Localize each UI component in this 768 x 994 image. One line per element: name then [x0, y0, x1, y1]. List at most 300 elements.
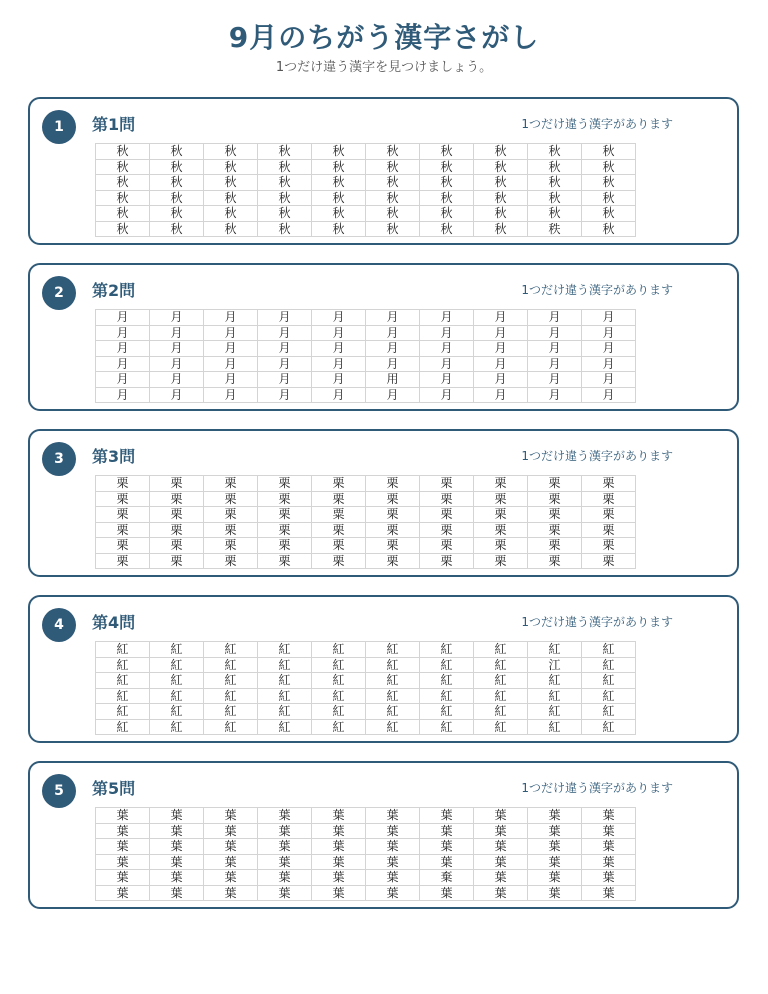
kanji-cell[interactable]: 葉 — [96, 854, 150, 870]
kanji-cell[interactable]: 紅 — [258, 642, 312, 658]
kanji-cell[interactable]: 秋 — [258, 159, 312, 175]
kanji-cell[interactable]: 秋 — [474, 144, 528, 160]
kanji-cell[interactable]: 葉 — [96, 823, 150, 839]
kanji-cell[interactable]: 葉 — [312, 870, 366, 886]
kanji-cell[interactable]: 栗 — [582, 507, 636, 523]
kanji-cell[interactable]: 月 — [312, 310, 366, 326]
kanji-cell[interactable]: 栗 — [366, 538, 420, 554]
kanji-cell[interactable]: 葉 — [582, 870, 636, 886]
kanji-cell[interactable]: 栗 — [312, 538, 366, 554]
kanji-cell[interactable]: 紅 — [96, 719, 150, 735]
kanji-cell[interactable]: 葉 — [366, 808, 420, 824]
kanji-cell[interactable]: 栗 — [474, 522, 528, 538]
kanji-cell[interactable]: 紅 — [150, 704, 204, 720]
kanji-cell[interactable]: 紅 — [204, 673, 258, 689]
kanji-cell[interactable]: 葉 — [528, 870, 582, 886]
kanji-cell[interactable]: 紅 — [582, 673, 636, 689]
kanji-cell[interactable]: 栗 — [96, 538, 150, 554]
kanji-cell[interactable]: 紅 — [528, 673, 582, 689]
kanji-cell[interactable]: 秋 — [204, 221, 258, 237]
kanji-cell[interactable]: 月 — [150, 310, 204, 326]
kanji-cell[interactable]: 紅 — [420, 719, 474, 735]
kanji-cell[interactable]: 秋 — [528, 190, 582, 206]
kanji-cell[interactable]: 月 — [366, 356, 420, 372]
kanji-cell[interactable]: 月 — [474, 341, 528, 357]
kanji-cell[interactable]: 月 — [204, 372, 258, 388]
kanji-cell[interactable]: 栗 — [420, 538, 474, 554]
kanji-cell[interactable]: 栗 — [204, 491, 258, 507]
kanji-cell[interactable]: 秋 — [96, 206, 150, 222]
kanji-cell[interactable]: 紅 — [258, 673, 312, 689]
kanji-cell[interactable]: 紅 — [258, 657, 312, 673]
kanji-cell[interactable]: 秋 — [420, 144, 474, 160]
kanji-cell[interactable]: 秋 — [366, 159, 420, 175]
kanji-cell[interactable]: 紅 — [312, 704, 366, 720]
kanji-cell[interactable]: 月 — [528, 387, 582, 403]
kanji-cell[interactable]: 栗 — [204, 476, 258, 492]
kanji-cell[interactable]: 月 — [150, 325, 204, 341]
kanji-cell[interactable]: 秩 — [528, 221, 582, 237]
kanji-cell[interactable]: 紅 — [312, 642, 366, 658]
kanji-cell[interactable]: 秋 — [96, 190, 150, 206]
kanji-cell[interactable]: 秋 — [312, 221, 366, 237]
kanji-cell[interactable]: 栗 — [366, 522, 420, 538]
kanji-cell[interactable]: 秋 — [474, 190, 528, 206]
kanji-cell[interactable]: 月 — [582, 325, 636, 341]
kanji-cell[interactable]: 葉 — [96, 885, 150, 901]
kanji-cell[interactable]: 棄 — [420, 870, 474, 886]
kanji-cell[interactable]: 秋 — [150, 221, 204, 237]
kanji-cell[interactable]: 栗 — [150, 522, 204, 538]
kanji-cell[interactable]: 葉 — [420, 854, 474, 870]
kanji-cell[interactable]: 紅 — [582, 704, 636, 720]
kanji-cell[interactable]: 紅 — [474, 642, 528, 658]
kanji-cell[interactable]: 紅 — [204, 688, 258, 704]
kanji-cell[interactable]: 栗 — [420, 553, 474, 569]
kanji-cell[interactable]: 栗 — [258, 476, 312, 492]
kanji-cell[interactable]: 秋 — [420, 175, 474, 191]
kanji-cell[interactable]: 葉 — [258, 885, 312, 901]
kanji-cell[interactable]: 月 — [312, 356, 366, 372]
kanji-cell[interactable]: 用 — [366, 372, 420, 388]
kanji-cell[interactable]: 栗 — [582, 491, 636, 507]
kanji-cell[interactable]: 紅 — [96, 673, 150, 689]
kanji-cell[interactable]: 栗 — [582, 538, 636, 554]
kanji-cell[interactable]: 秋 — [204, 159, 258, 175]
kanji-cell[interactable]: 秋 — [582, 221, 636, 237]
kanji-cell[interactable]: 月 — [96, 325, 150, 341]
kanji-cell[interactable]: 月 — [420, 372, 474, 388]
kanji-cell[interactable]: 秋 — [582, 190, 636, 206]
kanji-cell[interactable]: 秋 — [582, 206, 636, 222]
kanji-cell[interactable]: 紅 — [474, 657, 528, 673]
kanji-cell[interactable]: 栗 — [312, 553, 366, 569]
kanji-cell[interactable]: 月 — [474, 387, 528, 403]
kanji-cell[interactable]: 栗 — [474, 538, 528, 554]
kanji-cell[interactable]: 栗 — [528, 476, 582, 492]
kanji-cell[interactable]: 月 — [366, 341, 420, 357]
kanji-cell[interactable]: 栗 — [150, 538, 204, 554]
kanji-cell[interactable]: 紅 — [366, 688, 420, 704]
kanji-cell[interactable]: 葉 — [474, 808, 528, 824]
kanji-cell[interactable]: 紅 — [258, 719, 312, 735]
kanji-cell[interactable]: 秋 — [150, 206, 204, 222]
kanji-cell[interactable]: 紅 — [258, 688, 312, 704]
kanji-cell[interactable]: 葉 — [96, 839, 150, 855]
kanji-cell[interactable]: 栗 — [474, 507, 528, 523]
kanji-cell[interactable]: 栗 — [204, 553, 258, 569]
kanji-cell[interactable]: 葉 — [150, 870, 204, 886]
kanji-cell[interactable]: 月 — [420, 310, 474, 326]
kanji-cell[interactable]: 葉 — [420, 885, 474, 901]
kanji-cell[interactable]: 葉 — [582, 854, 636, 870]
kanji-cell[interactable]: 葉 — [312, 854, 366, 870]
kanji-cell[interactable]: 秋 — [150, 144, 204, 160]
kanji-cell[interactable]: 秋 — [258, 206, 312, 222]
kanji-cell[interactable]: 葉 — [582, 839, 636, 855]
kanji-cell[interactable]: 葉 — [312, 885, 366, 901]
kanji-cell[interactable]: 紅 — [420, 642, 474, 658]
kanji-cell[interactable]: 月 — [366, 387, 420, 403]
kanji-cell[interactable]: 栗 — [96, 491, 150, 507]
kanji-cell[interactable]: 月 — [150, 372, 204, 388]
kanji-cell[interactable]: 秋 — [366, 221, 420, 237]
kanji-cell[interactable]: 栗 — [528, 491, 582, 507]
kanji-cell[interactable]: 栗 — [258, 538, 312, 554]
kanji-cell[interactable]: 葉 — [582, 808, 636, 824]
kanji-cell[interactable]: 紅 — [474, 719, 528, 735]
kanji-cell[interactable]: 紅 — [528, 688, 582, 704]
kanji-cell[interactable]: 葉 — [528, 839, 582, 855]
kanji-cell[interactable]: 葉 — [474, 823, 528, 839]
kanji-cell[interactable]: 栗 — [258, 522, 312, 538]
kanji-cell[interactable]: 葉 — [204, 870, 258, 886]
kanji-cell[interactable]: 葉 — [204, 854, 258, 870]
kanji-cell[interactable]: 月 — [420, 387, 474, 403]
kanji-cell[interactable]: 紅 — [96, 657, 150, 673]
kanji-cell[interactable]: 月 — [204, 310, 258, 326]
kanji-cell[interactable]: 秋 — [96, 175, 150, 191]
kanji-cell[interactable]: 秋 — [528, 206, 582, 222]
kanji-cell[interactable]: 紅 — [366, 642, 420, 658]
kanji-cell[interactable]: 秋 — [312, 175, 366, 191]
kanji-cell[interactable]: 紅 — [258, 704, 312, 720]
kanji-cell[interactable]: 栗 — [420, 522, 474, 538]
kanji-cell[interactable]: 月 — [204, 356, 258, 372]
kanji-cell[interactable]: 栗 — [528, 522, 582, 538]
kanji-cell[interactable]: 月 — [258, 310, 312, 326]
kanji-cell[interactable]: 栗 — [312, 476, 366, 492]
kanji-cell[interactable]: 月 — [204, 325, 258, 341]
kanji-cell[interactable]: 月 — [474, 310, 528, 326]
kanji-cell[interactable]: 秋 — [258, 190, 312, 206]
kanji-cell[interactable]: 秋 — [366, 190, 420, 206]
kanji-cell[interactable]: 秋 — [312, 206, 366, 222]
kanji-cell[interactable]: 葉 — [150, 885, 204, 901]
kanji-cell[interactable]: 葉 — [258, 870, 312, 886]
kanji-cell[interactable]: 栗 — [150, 476, 204, 492]
kanji-cell[interactable]: 紅 — [582, 657, 636, 673]
kanji-cell[interactable]: 月 — [96, 310, 150, 326]
kanji-cell[interactable]: 葉 — [96, 808, 150, 824]
kanji-cell[interactable]: 栗 — [150, 553, 204, 569]
kanji-cell[interactable]: 栗 — [420, 491, 474, 507]
kanji-cell[interactable]: 葉 — [96, 870, 150, 886]
kanji-cell[interactable]: 葉 — [474, 839, 528, 855]
kanji-cell[interactable]: 月 — [528, 341, 582, 357]
kanji-cell[interactable]: 栗 — [96, 553, 150, 569]
kanji-cell[interactable]: 月 — [420, 356, 474, 372]
kanji-cell[interactable]: 月 — [150, 387, 204, 403]
kanji-cell[interactable]: 月 — [528, 310, 582, 326]
kanji-cell[interactable]: 秋 — [150, 175, 204, 191]
kanji-cell[interactable]: 秋 — [474, 206, 528, 222]
kanji-cell[interactable]: 栗 — [474, 553, 528, 569]
kanji-cell[interactable]: 秋 — [312, 159, 366, 175]
kanji-cell[interactable]: 葉 — [150, 823, 204, 839]
kanji-cell[interactable]: 月 — [582, 372, 636, 388]
kanji-cell[interactable]: 秋 — [150, 190, 204, 206]
kanji-cell[interactable]: 葉 — [528, 854, 582, 870]
kanji-cell[interactable]: 秋 — [528, 175, 582, 191]
kanji-cell[interactable]: 紅 — [474, 688, 528, 704]
kanji-cell[interactable]: 葉 — [582, 885, 636, 901]
kanji-cell[interactable]: 紅 — [366, 719, 420, 735]
kanji-cell[interactable]: 紅 — [204, 719, 258, 735]
kanji-cell[interactable]: 秋 — [366, 144, 420, 160]
kanji-cell[interactable]: 栗 — [258, 553, 312, 569]
kanji-cell[interactable]: 紅 — [312, 657, 366, 673]
kanji-cell[interactable]: 秋 — [420, 190, 474, 206]
kanji-cell[interactable]: 紅 — [474, 673, 528, 689]
kanji-cell[interactable]: 紅 — [366, 704, 420, 720]
kanji-cell[interactable]: 葉 — [204, 823, 258, 839]
kanji-cell[interactable]: 秋 — [582, 144, 636, 160]
kanji-cell[interactable]: 月 — [258, 341, 312, 357]
kanji-cell[interactable]: 月 — [420, 341, 474, 357]
kanji-cell[interactable]: 栗 — [150, 491, 204, 507]
kanji-cell[interactable]: 紅 — [420, 673, 474, 689]
kanji-cell[interactable]: 月 — [474, 325, 528, 341]
kanji-cell[interactable]: 紅 — [96, 704, 150, 720]
kanji-cell[interactable]: 葉 — [258, 854, 312, 870]
kanji-cell[interactable]: 葉 — [312, 808, 366, 824]
kanji-cell[interactable]: 栗 — [474, 491, 528, 507]
kanji-cell[interactable]: 紅 — [366, 657, 420, 673]
kanji-cell[interactable]: 月 — [204, 341, 258, 357]
kanji-cell[interactable]: 紅 — [582, 719, 636, 735]
kanji-cell[interactable]: 秋 — [204, 175, 258, 191]
kanji-cell[interactable]: 栗 — [258, 491, 312, 507]
kanji-cell[interactable]: 月 — [474, 356, 528, 372]
kanji-cell[interactable]: 月 — [582, 310, 636, 326]
kanji-cell[interactable]: 葉 — [474, 854, 528, 870]
kanji-cell[interactable]: 紅 — [528, 704, 582, 720]
kanji-cell[interactable]: 葉 — [528, 885, 582, 901]
kanji-cell[interactable]: 栗 — [312, 522, 366, 538]
kanji-cell[interactable]: 月 — [582, 341, 636, 357]
kanji-cell[interactable]: 月 — [150, 341, 204, 357]
kanji-cell[interactable]: 月 — [258, 372, 312, 388]
kanji-cell[interactable]: 江 — [528, 657, 582, 673]
kanji-cell[interactable]: 栗 — [204, 522, 258, 538]
kanji-cell[interactable]: 葉 — [420, 823, 474, 839]
kanji-cell[interactable]: 栗 — [528, 538, 582, 554]
kanji-cell[interactable]: 葉 — [150, 854, 204, 870]
kanji-cell[interactable]: 葉 — [528, 823, 582, 839]
kanji-cell[interactable]: 葉 — [204, 885, 258, 901]
kanji-cell[interactable]: 秋 — [474, 221, 528, 237]
kanji-cell[interactable]: 粟 — [312, 507, 366, 523]
kanji-cell[interactable]: 栗 — [366, 507, 420, 523]
kanji-cell[interactable]: 秋 — [150, 159, 204, 175]
kanji-cell[interactable]: 紅 — [96, 642, 150, 658]
kanji-cell[interactable]: 紅 — [582, 688, 636, 704]
kanji-cell[interactable]: 栗 — [474, 476, 528, 492]
kanji-cell[interactable]: 月 — [312, 387, 366, 403]
kanji-cell[interactable]: 紅 — [204, 657, 258, 673]
kanji-cell[interactable]: 月 — [528, 325, 582, 341]
kanji-cell[interactable]: 月 — [474, 372, 528, 388]
kanji-cell[interactable]: 紅 — [150, 688, 204, 704]
kanji-cell[interactable]: 秋 — [96, 144, 150, 160]
kanji-cell[interactable]: 月 — [312, 341, 366, 357]
kanji-cell[interactable]: 月 — [312, 372, 366, 388]
kanji-cell[interactable]: 紅 — [96, 688, 150, 704]
kanji-cell[interactable]: 葉 — [258, 808, 312, 824]
kanji-cell[interactable]: 紅 — [150, 673, 204, 689]
kanji-cell[interactable]: 葉 — [150, 808, 204, 824]
kanji-cell[interactable]: 秋 — [312, 190, 366, 206]
kanji-cell[interactable]: 栗 — [582, 476, 636, 492]
kanji-cell[interactable]: 紅 — [366, 673, 420, 689]
kanji-cell[interactable]: 栗 — [258, 507, 312, 523]
kanji-cell[interactable]: 紅 — [474, 704, 528, 720]
kanji-cell[interactable]: 紅 — [420, 688, 474, 704]
kanji-cell[interactable]: 葉 — [366, 823, 420, 839]
kanji-cell[interactable]: 月 — [96, 387, 150, 403]
kanji-cell[interactable]: 月 — [96, 341, 150, 357]
kanji-cell[interactable]: 栗 — [366, 476, 420, 492]
kanji-cell[interactable]: 葉 — [204, 839, 258, 855]
kanji-cell[interactable]: 葉 — [474, 870, 528, 886]
kanji-cell[interactable]: 秋 — [258, 144, 312, 160]
kanji-cell[interactable]: 月 — [258, 387, 312, 403]
kanji-cell[interactable]: 秋 — [258, 221, 312, 237]
kanji-cell[interactable]: 栗 — [366, 553, 420, 569]
kanji-cell[interactable]: 月 — [258, 325, 312, 341]
kanji-cell[interactable]: 葉 — [150, 839, 204, 855]
kanji-cell[interactable]: 秋 — [582, 159, 636, 175]
kanji-cell[interactable]: 葉 — [366, 854, 420, 870]
kanji-cell[interactable]: 月 — [204, 387, 258, 403]
kanji-cell[interactable]: 栗 — [420, 507, 474, 523]
kanji-cell[interactable]: 葉 — [204, 808, 258, 824]
kanji-cell[interactable]: 紅 — [204, 704, 258, 720]
kanji-cell[interactable]: 秋 — [582, 175, 636, 191]
kanji-cell[interactable]: 葉 — [474, 885, 528, 901]
kanji-cell[interactable]: 紅 — [312, 673, 366, 689]
kanji-cell[interactable]: 秋 — [96, 159, 150, 175]
kanji-cell[interactable]: 秋 — [204, 206, 258, 222]
kanji-cell[interactable]: 紅 — [204, 642, 258, 658]
kanji-cell[interactable]: 紅 — [150, 642, 204, 658]
kanji-cell[interactable]: 秋 — [312, 144, 366, 160]
kanji-cell[interactable]: 月 — [528, 356, 582, 372]
kanji-cell[interactable]: 葉 — [366, 885, 420, 901]
kanji-cell[interactable]: 葉 — [258, 839, 312, 855]
kanji-cell[interactable]: 紅 — [312, 688, 366, 704]
kanji-cell[interactable]: 紅 — [312, 719, 366, 735]
kanji-cell[interactable]: 栗 — [582, 553, 636, 569]
kanji-cell[interactable]: 秋 — [420, 159, 474, 175]
kanji-cell[interactable]: 紅 — [528, 642, 582, 658]
kanji-cell[interactable]: 秋 — [528, 159, 582, 175]
kanji-cell[interactable]: 紅 — [150, 657, 204, 673]
kanji-cell[interactable]: 葉 — [582, 823, 636, 839]
kanji-cell[interactable]: 栗 — [96, 507, 150, 523]
kanji-cell[interactable]: 紅 — [528, 719, 582, 735]
kanji-cell[interactable]: 紅 — [150, 719, 204, 735]
kanji-cell[interactable]: 栗 — [528, 507, 582, 523]
kanji-cell[interactable]: 葉 — [420, 808, 474, 824]
kanji-cell[interactable]: 月 — [420, 325, 474, 341]
kanji-cell[interactable]: 栗 — [204, 538, 258, 554]
kanji-cell[interactable]: 秋 — [474, 175, 528, 191]
kanji-cell[interactable]: 秋 — [366, 175, 420, 191]
kanji-cell[interactable]: 紅 — [582, 642, 636, 658]
kanji-cell[interactable]: 月 — [366, 325, 420, 341]
kanji-cell[interactable]: 秋 — [204, 190, 258, 206]
kanji-cell[interactable]: 葉 — [366, 870, 420, 886]
kanji-cell[interactable]: 月 — [150, 356, 204, 372]
kanji-cell[interactable]: 月 — [582, 356, 636, 372]
kanji-cell[interactable]: 月 — [96, 372, 150, 388]
kanji-cell[interactable]: 栗 — [312, 491, 366, 507]
kanji-cell[interactable]: 栗 — [96, 522, 150, 538]
kanji-cell[interactable]: 月 — [96, 356, 150, 372]
kanji-cell[interactable]: 秋 — [420, 221, 474, 237]
kanji-cell[interactable]: 秋 — [96, 221, 150, 237]
kanji-cell[interactable]: 葉 — [528, 808, 582, 824]
kanji-cell[interactable]: 葉 — [258, 823, 312, 839]
kanji-cell[interactable]: 栗 — [366, 491, 420, 507]
kanji-cell[interactable]: 葉 — [420, 839, 474, 855]
kanji-cell[interactable]: 月 — [528, 372, 582, 388]
kanji-cell[interactable]: 栗 — [96, 476, 150, 492]
kanji-cell[interactable]: 月 — [582, 387, 636, 403]
kanji-cell[interactable]: 秋 — [528, 144, 582, 160]
kanji-cell[interactable]: 月 — [366, 310, 420, 326]
kanji-cell[interactable]: 栗 — [420, 476, 474, 492]
kanji-cell[interactable]: 紅 — [420, 657, 474, 673]
kanji-cell[interactable]: 栗 — [528, 553, 582, 569]
kanji-cell[interactable]: 栗 — [582, 522, 636, 538]
kanji-cell[interactable]: 紅 — [420, 704, 474, 720]
kanji-cell[interactable]: 秋 — [474, 159, 528, 175]
kanji-cell[interactable]: 栗 — [150, 507, 204, 523]
kanji-cell[interactable]: 月 — [312, 325, 366, 341]
kanji-cell[interactable]: 秋 — [366, 206, 420, 222]
kanji-cell[interactable]: 月 — [258, 356, 312, 372]
kanji-cell[interactable]: 葉 — [366, 839, 420, 855]
kanji-cell[interactable]: 秋 — [420, 206, 474, 222]
kanji-cell[interactable]: 葉 — [312, 823, 366, 839]
kanji-cell[interactable]: 葉 — [312, 839, 366, 855]
kanji-cell[interactable]: 栗 — [204, 507, 258, 523]
kanji-cell[interactable]: 秋 — [258, 175, 312, 191]
kanji-cell[interactable]: 秋 — [204, 144, 258, 160]
